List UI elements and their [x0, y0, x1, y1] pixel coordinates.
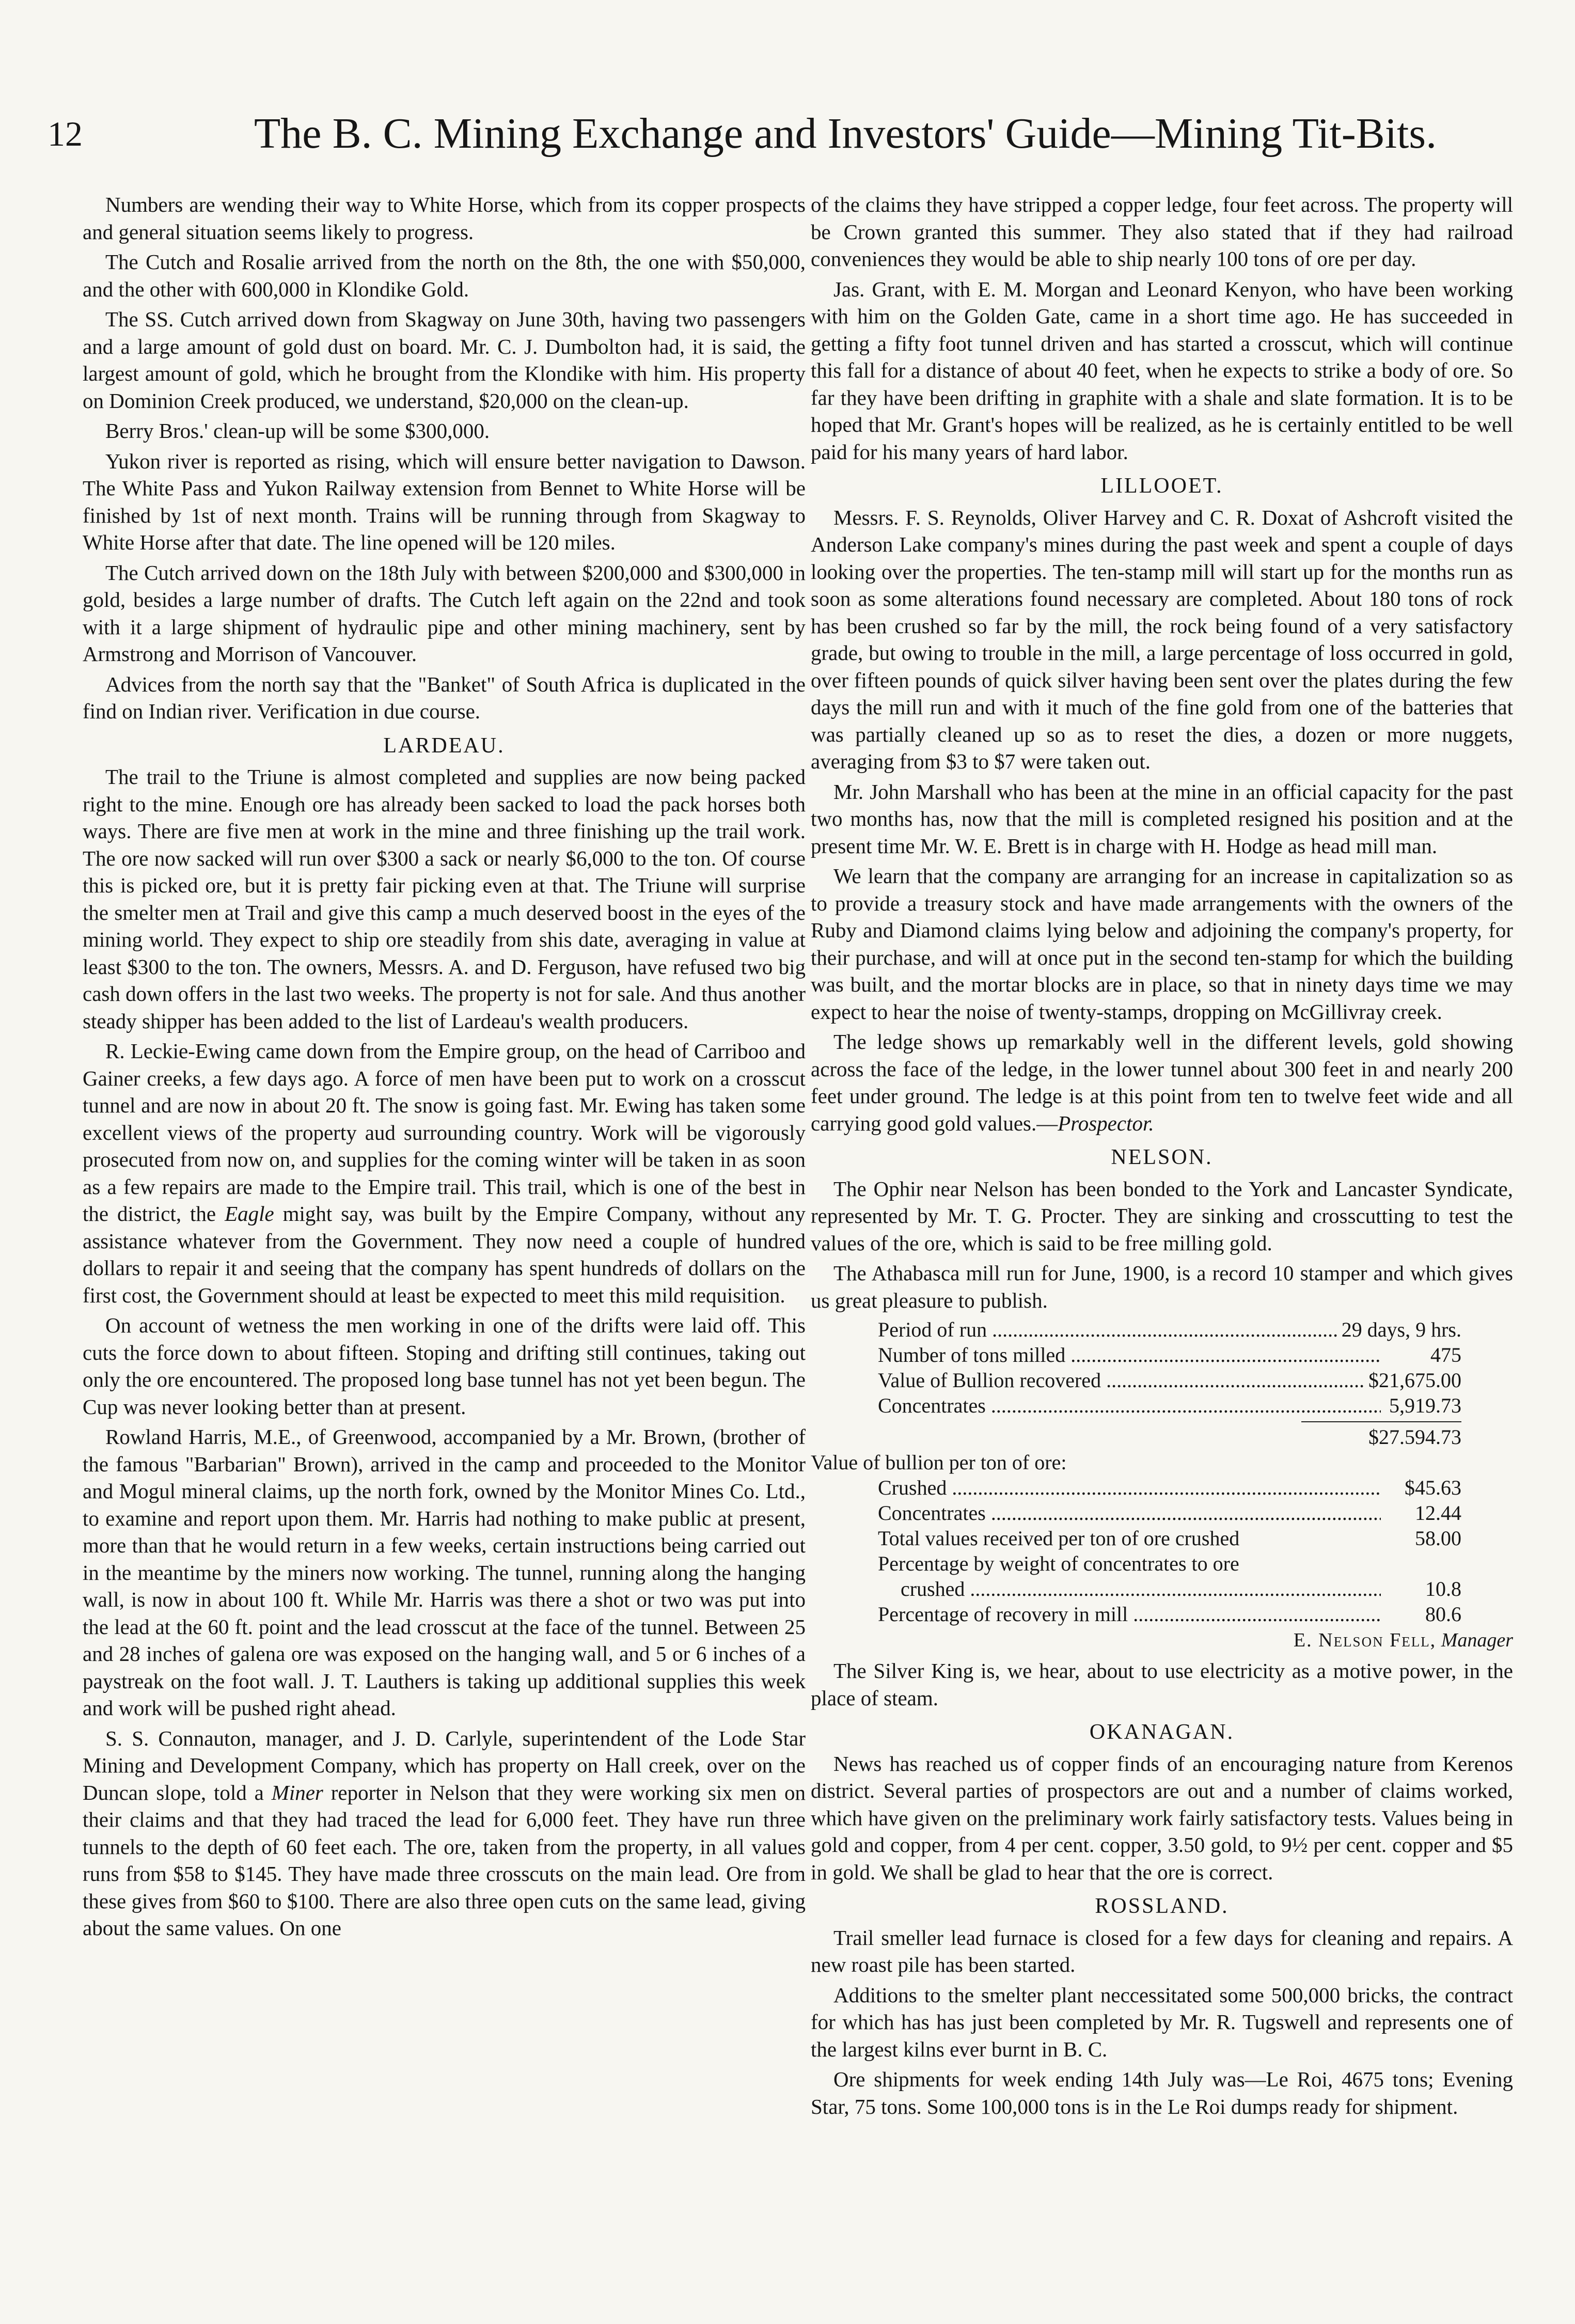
text-run: might say, was built by the Empire Company, without any assistance whatever from the Government. They now need a couple of hundred dollars to repair it and seeing that the company has spent hundreds of dollars on the first cost, the Government should at least be expected to meet this mild requisition. — [83, 1202, 806, 1307]
ledger-value: $21,675.00 — [1368, 1369, 1461, 1392]
ledger-label: Value of Bullion recovered ..... — [878, 1368, 1365, 1393]
source-credit: Prospector. — [1058, 1111, 1154, 1135]
ledger-label: Crushed ..... — [878, 1475, 1381, 1500]
ledger-label: Period of run ..... — [878, 1317, 1338, 1342]
paragraph: The Ophir near Nelson has been bonded to the York and Lancaster Syndicate, represented by Mr. T. G. Procter. They are sinking and crosscutting to test the values of the ore, which is said to be free milling gold. — [811, 1176, 1513, 1255]
ledger-subhead: Value of bullion per ton of ore: — [811, 1451, 1067, 1474]
paragraph: Advices from the north say that the "Banket" of South Africa is duplicated in the find on Indian river. Verification in due course. — [83, 672, 806, 723]
paragraph: Jas. Grant, with E. M. Morgan and Leonard Kenyon, who have been working with him on the Golden Gate, came in a short time ago. He has succeeded in getting a fifty foot tunnel driven and has started a crosscut, which will continue this fall for a distance of about 40 feet, when he expects to strike a body of ore. So far they have been drifting in graphite with a shale and slate formation. It is to be hoped that Mr. Grant's hopes will be realized, as he is certainly entitled to be well paid for his many years of hard labor. — [811, 277, 1513, 464]
paragraph: On account of wetness the men working in one of the drifts were laid off. This cuts the force down to about fifteen. Stoping and drifting still continues, taking out only the ore encountered. The proposed long base tunnel has not yet been begun. The Cup was never looking better than at present. — [83, 1313, 806, 1419]
paragraph: Trail smeller lead furnace is closed for a few days for cleaning and repairs. A new roast pile has been started. — [811, 1925, 1513, 1976]
ledger-label: Concentrates ..... — [878, 1393, 1381, 1418]
left-column — [83, 191, 806, 1942]
paragraph: The trail to the Triune is almost completed and supplies are now being packed right to the mine. Enough ore has already been sacked to load the pack horses both ways. There are five men at work in the mine and three finishing up the trail work. The ore now sacked will run over $300 a sack or nearly $6,000 to the ton. Of course this is picked ore, but it is pretty fair picking even at that. The Triune will surprise the smelter men at Trail and give this camp a much deserved boost in the eyes of the mining world. They expect to ship ore steadily from shis date, averaging in value at least $300 to the ton. The owners, Messrs. A. and D. Ferguson, have refused two big cash down offers in the last two weeks. The property is not for sale. And thus another steady shipper has been added to the list of Lardeau's wealth producers. — [83, 765, 806, 1033]
italic-run: Eagle — [225, 1202, 274, 1226]
ledger-row — [878, 1500, 1461, 1526]
right-column — [811, 191, 1513, 2120]
ledger-value: 475 — [1430, 1343, 1461, 1367]
paragraph — [83, 1725, 806, 1942]
paragraph — [83, 1038, 806, 1309]
ledger-label: Percentage of recovery in mill ..... — [878, 1601, 1381, 1627]
paragraph: The Cutch and Rosalie arrived from the north on the 8th, the one with $50,000, and the other with 600,000 in Klondike Gold. — [83, 250, 806, 301]
ledger-value: 58.00 — [1415, 1527, 1461, 1550]
paragraph: The Cutch arrived down on the 18th July with between $200,000 and $300,000 in gold, besides a large number of drafts. The Cutch left again on the 22nd and took with it a large shipment of hydraulic pipe and other mining machinery, sent by Armstrong and Morrison of Vancouver. — [83, 560, 806, 666]
paragraph: Rowland Harris, M.E., of Greenwood, accompanied by a Mr. Brown, (brother of the famous "Barbarian" Brown), arrived in the camp and proceeded to the Monitor and Mogul mineral claims, up the north fork, owned by the Monitor Mines Co. Ltd., to examine and report upon them. Mr. Harris had nothing to make public at present, more than that he would return in a few weeks, certain instructions being carried out in the meantime by the miners now working. The tunnel, running along the hanging wall, is now in about 100 ft. While Mr. Harris was there a shot or two was put into the lead at the 60 ft. point and the lead crosscut at the face of the tunnel. Between 25 and 28 inches of galena ore was exposed on the hanging wall, and 5 or 6 inches of a paystreak on the foot wall. J. T. Lauthers is taking up additional supplies this week and work will be pushed right ahead. — [83, 1425, 806, 1720]
page-title: The B. C. Mining Exchange and Investors' Guide—Mining Tit-Bits. — [254, 109, 1437, 158]
mill-run-ledger — [811, 1317, 1513, 1653]
signature-name: E. Nelson Fell, — [1293, 1629, 1437, 1651]
paragraph: Ore shipments for week ending 14th July was—Le Roi, 4675 tons; Evening Star, 75 tons. Some 100,000 tons is in the Le Roi dumps ready for shipment. — [811, 2067, 1513, 2118]
ledger-value: 29 days, 9 hrs. — [1341, 1318, 1461, 1341]
text-run: reporter in Nelson that they were working six men on their claims and that they had traced the lead for 6,000 feet. They have run three tunnels to the depth of 60 feet each. The ore, taken from the property, in all values runs from $58 to $145. They have made three crosscuts on the main lead. Ore from these gives from $60 to $100. There are also three open cuts on the same lead, giving about the same values. On one — [83, 1780, 806, 1940]
ledger-row — [878, 1601, 1461, 1627]
paragraph: The SS. Cutch arrived down from Skagway on June 30th, having two passengers and a large amount of gold dust on board. Mr. C. J. Dumbolton had, it is said, the largest amount of gold, which he brought from the Klondike with him. His property on Dominion Creek produced, we understand, $20,000 on the clean-up. — [83, 307, 806, 413]
section-heading-nelson: NELSON. — [1111, 1145, 1213, 1169]
signature-title: Manager — [1441, 1629, 1513, 1651]
ledger-label: Total values received per ton of ore crushed — [878, 1527, 1240, 1550]
ledger-label: Concentrates ..... — [878, 1500, 1381, 1526]
text-run: The ledge shows up remarkably well in the different levels, gold showing across the face of the ledge, in the lower tunnel about 300 feet in and nearly 200 feet under ground. The ledge is at this point from ten to twelve feet wide and all carrying good gold values.— — [811, 1030, 1513, 1135]
paragraph: The Athabasca mill run for June, 1900, is a record 10 stamper and which gives us great pleasure to publish. — [811, 1261, 1513, 1312]
ledger-row — [878, 1576, 1461, 1601]
page-number: 12 — [48, 114, 83, 153]
section-heading-okanagan: OKANAGAN. — [1089, 1720, 1235, 1744]
ledger-value: 80.6 — [1425, 1603, 1461, 1626]
ledger-row — [878, 1475, 1461, 1500]
paragraph: Messrs. F. S. Reynolds, Oliver Harvey and C. R. Doxat of Ashcroft visited the Anderson Lake company's mines during the past week and spent a couple of days looking over the properties. The ten-stamp mill will start up for the months run as soon as some alterations found necessary are completed. About 180 tons of rock has been crushed so far by the mill, the rock being found of a very satisfactory grade, but owing to trouble in the mill, a large percentage of loss occurred in gold, over fifteen pounds of quick silver having been sent over the plates during the few days the mill run and with it much of the fine gold from one of the batteries that was partially cleaned up so as to reset the dies, a dozen or more nuggets, averaging from $3 to $7 were taken out. — [811, 505, 1513, 773]
section-heading-lardeau: LARDEAU. — [383, 733, 505, 758]
italic-run: Miner — [271, 1780, 323, 1804]
paragraph: The Silver King is, we hear, about to use electricity as a motive power, in the place of steam. — [811, 1659, 1513, 1710]
ledger-value: $45.63 — [1405, 1476, 1461, 1499]
ledger-value: 10.8 — [1425, 1577, 1461, 1600]
ledger-value: 5,919.73 — [1389, 1394, 1461, 1417]
section-heading-lillooet: LILLOOET. — [1100, 474, 1223, 498]
paragraph: We learn that the company are arranging for an increase in capitalization so as to provide a treasury stock and have made arrangements with the owners of the Ruby and Diamond claims lying below and adjoining the company's property, for their purchase, and will at once put in the second ten-stamp for which the building was built, and the mortar blocks are in place, so that in ninety days time we may expect to hear the noise of twenty-stamps, dropping on McGillivray creek. — [811, 864, 1513, 1024]
ledger-row — [878, 1393, 1461, 1418]
paragraph: News has reached us of copper finds of an encouraging nature from Kerenos district. Several parties of prospectors are out and a number of claims worked, which have given on the preliminary work fairly satisfactory tests. Values being in gold and copper, from 4 per cent. copper, 3.50 gold, to 9½ per cent. copper and $5 in gold. We shall be glad to hear that the ore is correct. — [811, 1751, 1513, 1884]
ledger-value: 12.44 — [1415, 1501, 1461, 1525]
ledger-row — [878, 1551, 1461, 1576]
paragraph: Yukon river is reported as rising, which will ensure better navigation to Dawson. The White Pass and Yukon Railway extension from Bennet to White Horse will be finished by 1st of next month. Trains will be running through from Skagway to White Horse after that date. The line opened will be 120 miles. — [83, 449, 806, 554]
ledger-label: Number of tons milled ..... — [878, 1342, 1381, 1368]
paragraph: Berry Bros.' clean-up will be some $300,000. — [105, 419, 490, 443]
ledger-row — [878, 1368, 1461, 1393]
signature-line — [811, 1628, 1513, 1653]
paragraph: of the claims they have stripped a copper ledge, four feet across. The property will be Crown granted this summer. They also stated that if they had railroad conveniences they would be able to ship nearly 100 tons of ore per day. — [811, 193, 1513, 271]
ledger-row — [878, 1317, 1461, 1342]
paragraph — [811, 1028, 1513, 1137]
ledger-label: crushed ..... — [878, 1576, 1381, 1601]
paragraph: Mr. John Marshall who has been at the mine in an official capacity for the past two months has, now that the mill is completed resigned his position and at the present time Mr. W. E. Brett is in charge with H. Hodge as head mill man. — [811, 779, 1513, 858]
text-run: S. S. Connauton, manager, and J. D. Carlyle, superintendent of the Lode Star Mining and Development Company, which has property on Hall creek, over on the Duncan slope, told a — [83, 1726, 806, 1804]
text-run: R. Leckie-Ewing came down from the Empire group, on the head of Carriboo and Gainer creeks, a few days ago. A force of men have been put to work on a crosscut tunnel and are now in about 20 ft. The snow is going fast. Mr. Ewing has taken some excellent views of the property aud surrounding country. Work will be vigorously prosecuted from now on, and supplies for the coming winter will be taken in as soon as a few repairs are made to the Empire trail. This trail, which is one of the best in the district, the — [83, 1039, 806, 1226]
ledger-row — [878, 1526, 1461, 1551]
paragraph: Numbers are wending their way to White Horse, which from its copper prospects and general situation seems likely to progress. — [83, 193, 806, 244]
ledger-row — [878, 1342, 1461, 1368]
ledger-label: Percentage by weight of concentrates to ore — [878, 1552, 1239, 1575]
section-heading-rossland: ROSSLAND. — [1095, 1894, 1229, 1918]
page-header — [48, 108, 1437, 165]
paragraph: Additions to the smelter plant neccessitated some 500,000 bricks, the contract for which has has just been completed by Mr. R. Tugswell and represents one of the largest kilns ever burnt in B. C. — [811, 1983, 1513, 2061]
ledger-total: $27.594.73 — [1301, 1421, 1461, 1450]
